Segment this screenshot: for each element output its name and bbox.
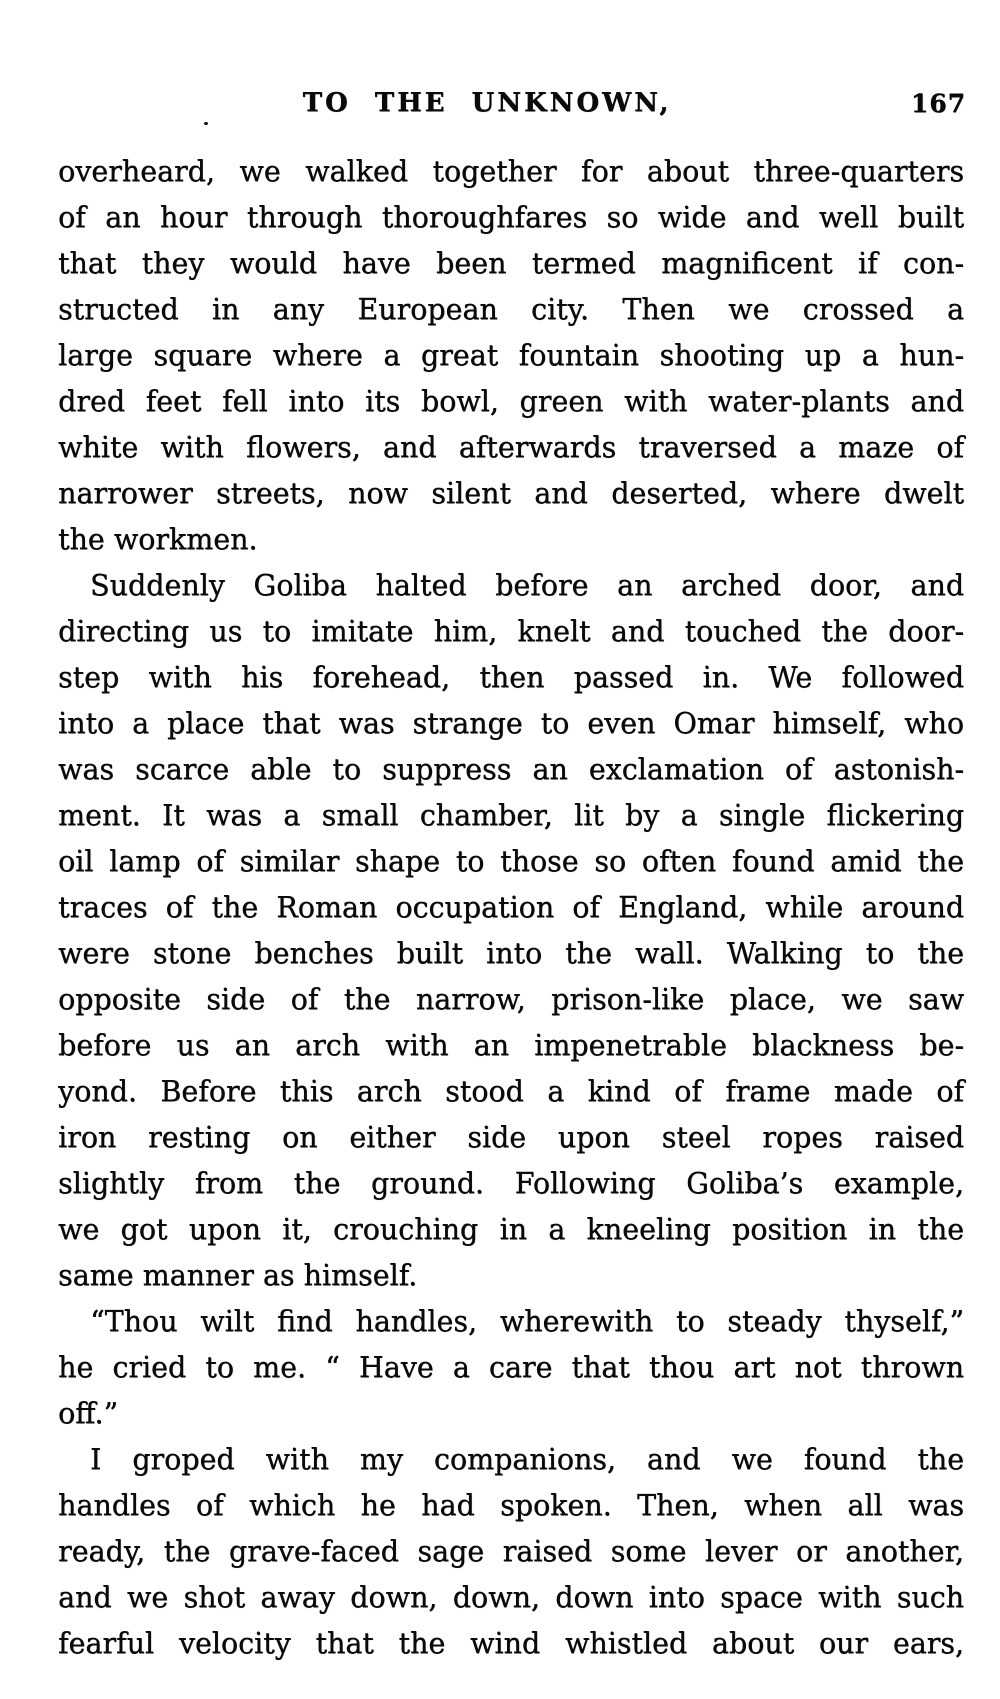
- text-line: yond. Before this arch stood a kind of frame made of: [58, 1075, 964, 1108]
- text-line: ready, the grave-faced sage raised some lever or another,: [58, 1535, 964, 1568]
- body-text: [58, 149, 964, 1667]
- text-line: step with his forehead, then passed in. We followed: [58, 661, 964, 694]
- text-line: that they would have been termed magnificent if con-: [58, 247, 964, 280]
- text-line: narrower streets, now silent and deserted, where dwelt: [58, 477, 964, 510]
- text-line: I groped with my companions, and we found the: [90, 1443, 964, 1476]
- text-line: iron resting on either side upon steel ropes raised: [58, 1121, 964, 1154]
- text-line: off.”: [58, 1397, 119, 1430]
- text-line: the workmen.: [58, 523, 258, 556]
- text-line: slightly from the ground. Following Goliba’s example,: [58, 1167, 964, 1200]
- text-line: before us an arch with an impenetrable blackness be-: [58, 1029, 964, 1062]
- text-line: we got upon it, crouching in a kneeling position in the: [58, 1213, 964, 1246]
- ink-speck: [204, 122, 208, 125]
- text-line: was scarce able to suppress an exclamation of astonish-: [58, 753, 964, 786]
- text-line: ment. It was a small chamber, lit by a single flickering: [58, 799, 964, 832]
- text-line: traces of the Roman occupation of England, while around: [58, 891, 964, 924]
- page-number: 167: [910, 89, 966, 118]
- text-line: “Thou wilt find handles, wherewith to steady thyself,”: [90, 1305, 964, 1338]
- text-line: fearful velocity that the wind whistled about our ears,: [58, 1627, 964, 1660]
- text-line: Suddenly Goliba halted before an arched door, and: [90, 569, 964, 602]
- text-line: directing us to imitate him, knelt and touched the door-: [58, 615, 964, 648]
- text-line: handles of which he had spoken. Then, when all was: [58, 1489, 964, 1522]
- text-line: overheard, we walked together for about three-quarters: [58, 155, 964, 188]
- chapter-title: TO THE UNKNOWN,: [302, 88, 672, 118]
- text-line: opposite side of the narrow, prison-like place, we saw: [58, 983, 964, 1016]
- text-line: same manner as himself.: [58, 1259, 418, 1292]
- text-line: white with flowers, and afterwards traversed a maze of: [58, 431, 964, 464]
- text-line: large square where a great fountain shooting up a hun-: [58, 339, 964, 372]
- text-line: structed in any European city. Then we crossed a: [58, 293, 964, 326]
- text-line: oil lamp of similar shape to those so often found amid the: [58, 845, 964, 878]
- text-line: of an hour through thoroughfares so wide and well built: [58, 201, 964, 234]
- text-line: and we shot away down, down, down into space with such: [58, 1581, 964, 1614]
- text-line: he cried to me. “ Have a care that thou art not thrown: [58, 1351, 964, 1384]
- text-line: into a place that was strange to even Omar himself, who: [58, 707, 964, 740]
- text-line: dred feet fell into its bowl, green with water-plants and: [58, 385, 964, 418]
- text-line: were stone benches built into the wall. Walking to the: [58, 937, 964, 970]
- running-header: [0, 88, 1000, 124]
